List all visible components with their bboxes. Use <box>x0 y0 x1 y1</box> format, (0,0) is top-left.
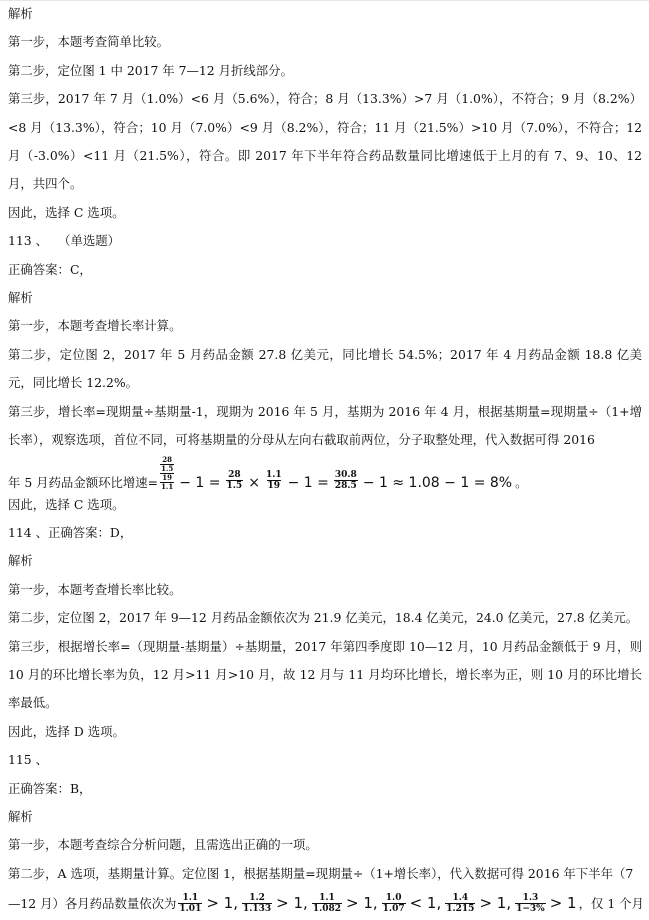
step-text: 第三步，根据增长率=（现期量-基期量）÷基期量，2017 年第四季度即 10—12 月，10 月药品金额低于 9 月，则 10 月的环比增长率为负，12 月>11 月>10 月，故 12 月与 11 月均环比增长，增长率为正，则 10 月的环比增长率最低。 <box>8 638 642 711</box>
step-text: 第二步，定位图 2，2017 年 9—12 月药品金额依次为 21.9 亿美元，18.4 亿美元，24.0 亿美元，27.8 亿美元。 <box>8 610 639 626</box>
math-operator: > 1, <box>479 894 512 913</box>
fraction: $\frac{1.1}{1.01}$ <box>179 892 202 914</box>
question-number: 113 、 （单选题） <box>8 233 121 249</box>
fraction: $\frac{30.8}{28.5}$ <box>334 469 357 491</box>
analysis-heading: 解析 <box>8 808 33 824</box>
formula-end: 。 <box>515 474 528 490</box>
fraction: $\frac{19}{1.1}$ <box>161 472 174 491</box>
conclusion-text: 因此，选择 C 选项。 <box>8 204 125 220</box>
question-number: 115 、 <box>8 752 48 768</box>
formula-prefix: 年 5 月药品金额环比增速= <box>8 474 159 490</box>
conclusion-text: 因此，选择 C 选项。 <box>8 496 125 512</box>
math-operator: > 1 <box>549 894 577 913</box>
fraction: $\frac{1.0}{1.07}$ <box>382 892 405 914</box>
fraction: $\frac{28}{1.5}$ <box>226 469 243 491</box>
answer-text: 正确答案：B， <box>8 780 92 796</box>
step-text: 第一步，本题考查增长率计算。 <box>8 318 182 334</box>
fraction: $\frac{28}{1.5}$ <box>161 454 174 473</box>
conclusion-text: 因此，选择 D 选项。 <box>8 723 125 739</box>
analysis-heading: 解析 <box>8 553 33 569</box>
step-text: 第三步，增长率=现期量÷基期量-1，现期为 2016 年 5 月，基期为 2016 年 4 月，根据基期量=现期量÷（1+增长率），观察选项，首位不同，可将基期量的分母从左向右截取前两位，分子取整处理，代入数据可得 2016 <box>8 403 642 448</box>
math-operator: < 1, <box>409 894 442 913</box>
fraction: $\frac{1.2}{1.133}$ <box>242 892 272 914</box>
math-operator: > 1, <box>206 894 238 913</box>
answer-text: 114 、正确答案：D， <box>8 524 133 540</box>
answer-text: 正确答案：C， <box>8 261 92 277</box>
step-text: 第一步，本题考查增长率比较。 <box>8 581 182 597</box>
math-operator: × <box>248 474 260 491</box>
top-divider <box>0 0 649 1</box>
step-text: 第一步，本题考查简单比较。 <box>8 34 170 50</box>
step-text: 第二步，定位图 1 中 2017 年 7—12 月折线部分。 <box>8 62 293 78</box>
analysis-heading: 解析 <box>8 290 33 306</box>
math-operator: > 1, <box>346 894 378 913</box>
fraction: $\frac{1.1}{1.082}$ <box>312 892 342 914</box>
math-operator: − 1 = <box>179 474 221 491</box>
analysis-heading: 解析 <box>8 6 33 21</box>
step-text: 第三步，2017 年 7 月（1.0%）<6 月（5.6%），符合；8 月（13.3%）>7 月（1.0%），不符合；9 月（8.2%）<8 月（13.3%），符合；10 月（7.0%）<9 月（8.2%），符合；11 月（21.5%）>10 月（7.0%），不符合；12 月（-3.0%）<11 月（21.5%），符合。即 2017 年下半年符合药品数量同比增速低于上月的有 7、9、10、12 月，共四个。 <box>8 91 642 192</box>
fraction: $\frac{1.1}{19}$ <box>265 469 282 491</box>
formula-prefix: —12 月）各月药品数量依次为 <box>8 896 177 912</box>
formula-line <box>8 888 649 918</box>
math-operator: > 1, <box>276 894 308 913</box>
math-operator: − 1 ≈ 1.08 − 1 = 8% <box>362 474 513 491</box>
formula-suffix: ，仅 1 个月 <box>578 896 644 912</box>
step-text: 第二步，定位图 2，2017 年 5 月药品金额 27.8 亿美元，同比增长 54.5%；2017 年 4 月药品金额 18.8 亿美元，同比增长 12.2%。 <box>8 346 642 391</box>
step-text: 第一步，本题考查综合分析问题，且需选出正确的一项。 <box>8 837 318 853</box>
fraction: $\frac{1.3}{1-3\%}$ <box>516 892 545 914</box>
nested-fraction <box>158 456 176 491</box>
fraction: $\frac{1.4}{1.215}$ <box>446 892 475 914</box>
formula-line <box>8 455 649 491</box>
math-operator: − 1 = <box>287 474 329 491</box>
step-text: 第二步，A 选项，基期量计算。定位图 1，根据基期量=现期量÷（1+增长率），代入数据可得 2016 年下半年（7 <box>8 865 634 881</box>
